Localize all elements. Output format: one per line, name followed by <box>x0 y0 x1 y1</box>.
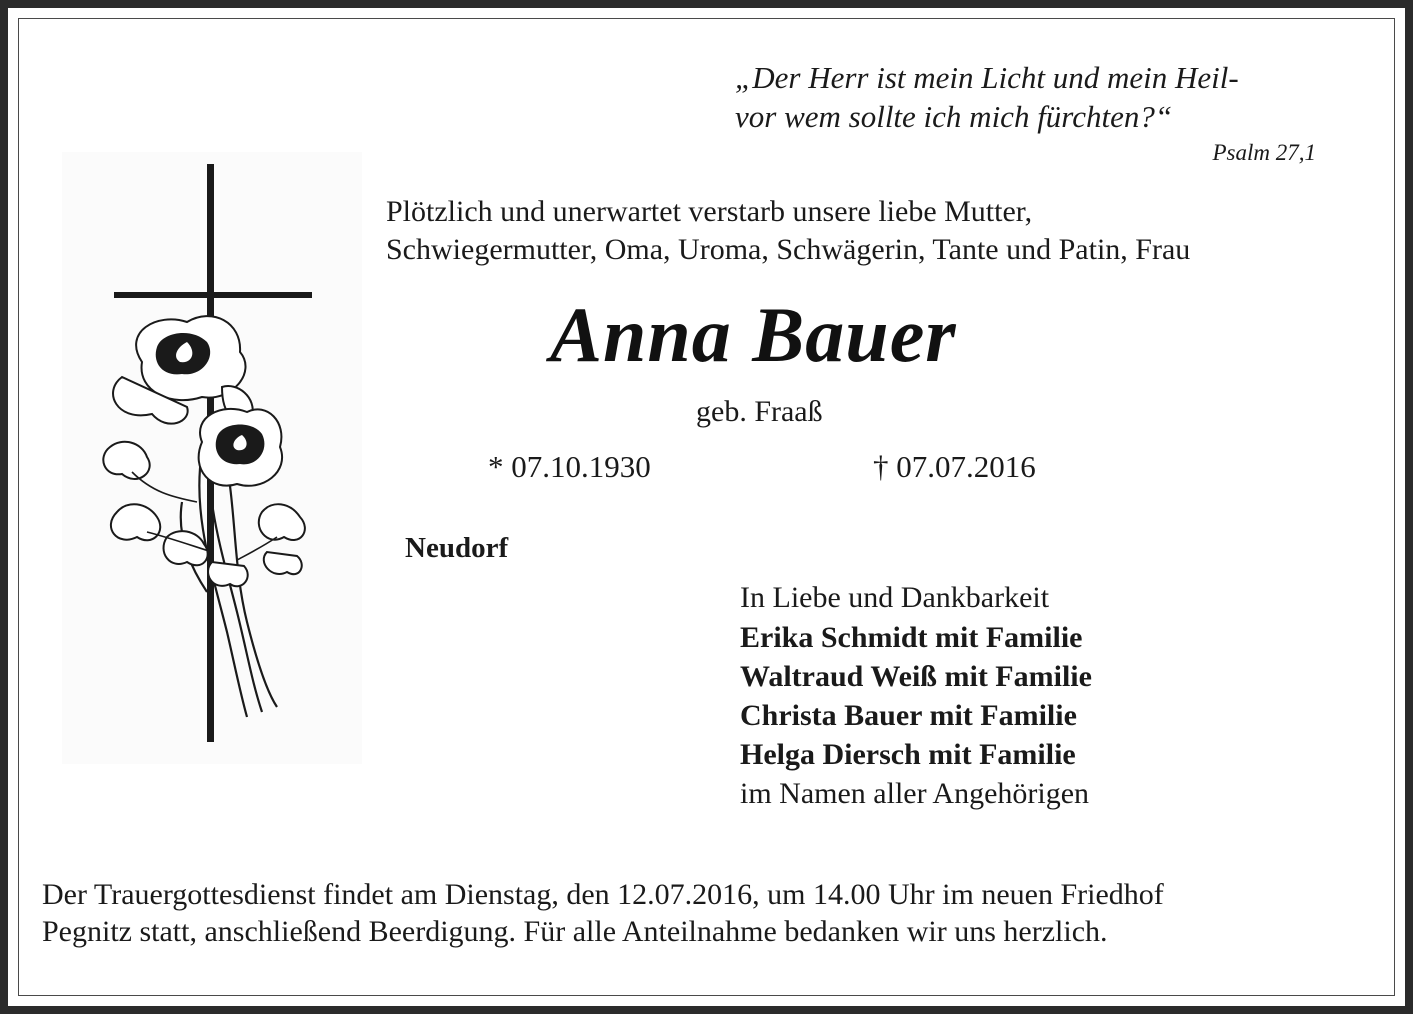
service-notice-line-1: Der Trauergottesdienst findet am Dienstag, den 12.07.2016, um 14.00 Uhr im neuen Friedhof <box>42 878 1164 911</box>
mourner-family: Waltraud Weiß mit Familie <box>740 660 1092 693</box>
deceased-name: Anna Bauer <box>550 291 957 378</box>
cross-with-roses-icon <box>62 152 362 764</box>
mourner-family: Erika Schmidt mit Familie <box>740 621 1083 654</box>
funeral-service-notice <box>42 876 1382 950</box>
death-date: † 07.07.2016 <box>873 449 1036 484</box>
mourner-family: Helga Diersch mit Familie <box>740 738 1076 771</box>
announcement-text <box>386 193 1376 269</box>
maiden-name: geb. Fraaß <box>696 395 823 428</box>
announcement-line-1: Plötzlich und unerwartet verstarb unsere liebe Mutter, <box>386 195 1033 228</box>
bible-quote-line-1: „Der Herr ist mein Licht und mein Heil- <box>735 60 1239 95</box>
bible-quote-line-2: vor wem sollte ich mich fürchten?“ <box>735 99 1173 134</box>
hometown: Neudorf <box>405 532 509 564</box>
mourner-family: Christa Bauer mit Familie <box>740 699 1077 732</box>
birth-date: * 07.10.1930 <box>488 449 651 484</box>
dedication-line: In Liebe und Dankbarkeit <box>740 581 1050 614</box>
bible-quote-source: Psalm 27,1 <box>1212 140 1316 165</box>
service-notice-line-2: Pegnitz statt, anschließend Beerdigung. Für alle Anteilnahme bedanken wir uns herzlich. <box>42 915 1108 948</box>
bible-quote <box>735 58 1325 136</box>
announcement-line-2: Schwiegermutter, Oma, Uroma, Schwägerin, Tante und Patin, Frau <box>386 233 1191 266</box>
closing-line: im Namen aller Angehörigen <box>740 777 1090 810</box>
mourners-block <box>740 578 1340 814</box>
